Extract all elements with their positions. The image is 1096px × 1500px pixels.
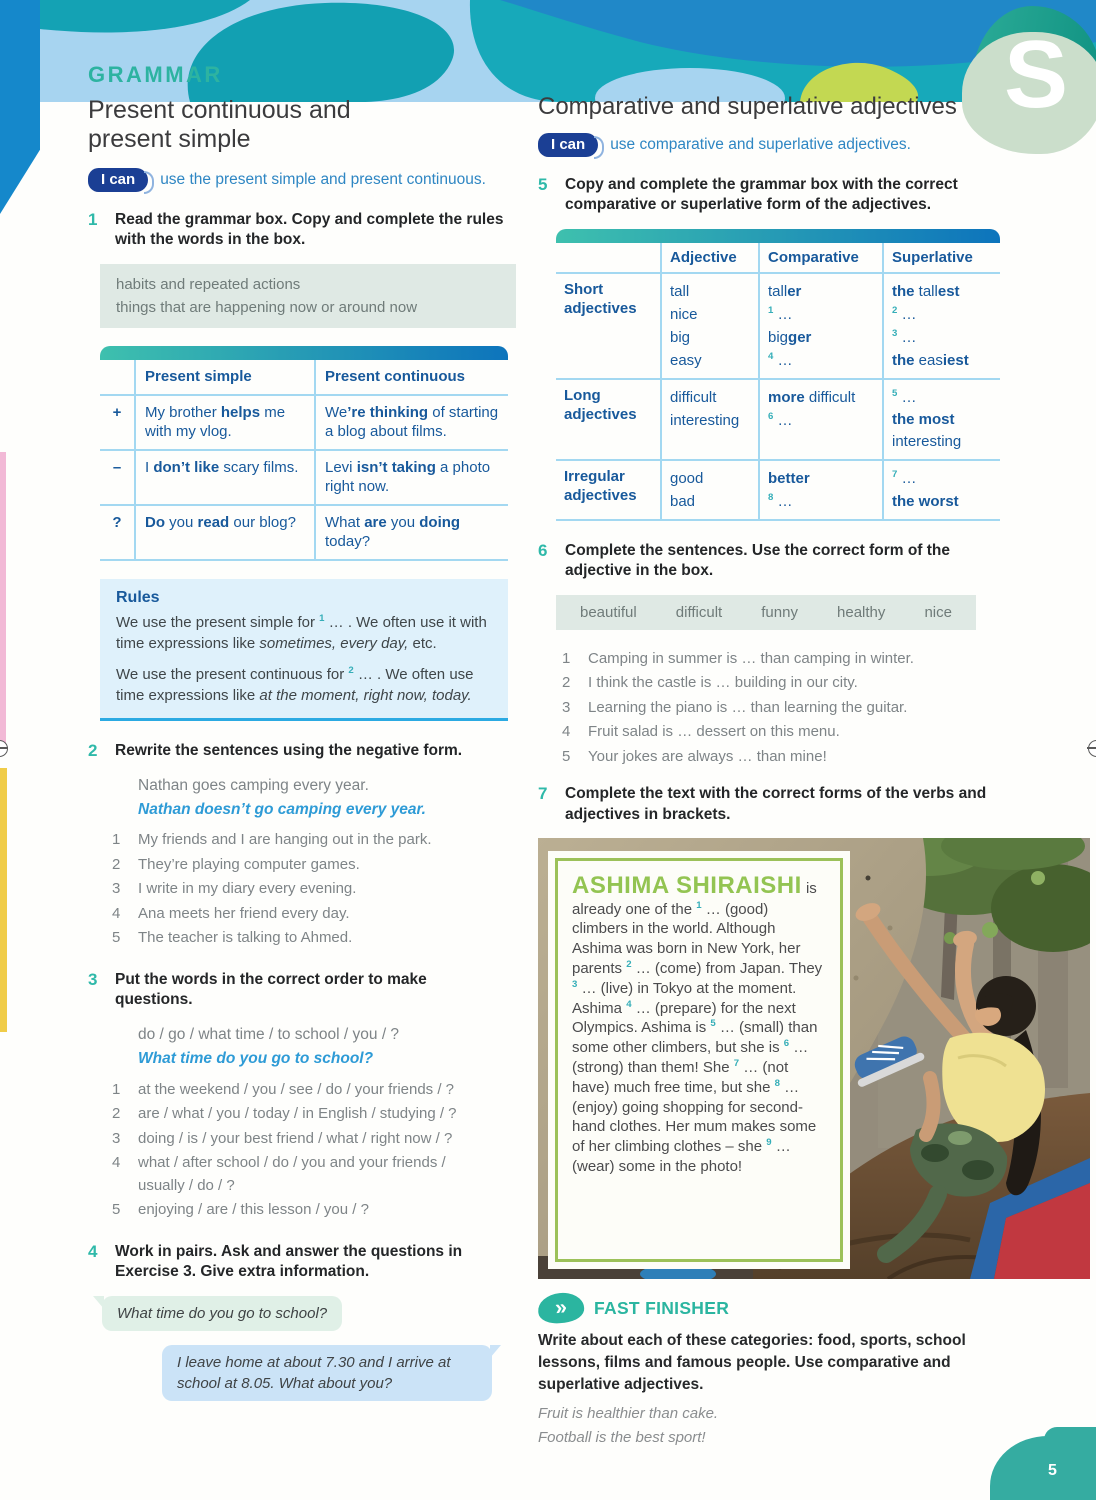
exercise-title: Complete the sentences. Use the correct form of the adjective in the box. xyxy=(565,541,951,580)
example-answer: What time do you go to school? xyxy=(138,1050,374,1068)
ican-row-left xyxy=(88,168,512,192)
superlative-gap: $^5$ … xyxy=(892,387,917,406)
word-box-line: things that are happening now or around now xyxy=(116,299,418,317)
adjective: tall xyxy=(670,282,690,300)
adjective: interesting xyxy=(670,411,740,429)
exercise-2-items xyxy=(88,829,470,950)
word-option: funny xyxy=(761,603,798,621)
row-sign: + xyxy=(100,394,136,449)
column-header: Adjective xyxy=(660,243,758,274)
exercise-number: 7 xyxy=(538,784,548,804)
word-option: beautiful xyxy=(580,603,637,621)
ican-badge: I can xyxy=(88,168,148,192)
table-cell: What are you doing today? xyxy=(316,504,508,561)
word-option: nice xyxy=(924,603,952,621)
exercise-number: 6 xyxy=(538,540,548,560)
table-cell xyxy=(758,274,882,378)
ican-row-right xyxy=(538,133,1000,157)
registration-mark-right xyxy=(1088,740,1096,757)
list-item: I think the castle is … building in our city. xyxy=(588,674,858,692)
word-box-ex1 xyxy=(100,264,516,329)
comparative-gap: $^1$ … xyxy=(768,304,793,323)
registration-mark-left xyxy=(0,740,8,757)
adjective: difficult xyxy=(670,388,717,406)
exercise-title: Work in pairs. Ask and answer the questions in Exercise 3. Give extra information. xyxy=(115,1242,463,1281)
comparative-form: more difficult xyxy=(768,388,856,406)
table-corner xyxy=(556,243,660,274)
table-cell: Levi isn’t taking a photo right now. xyxy=(316,449,508,504)
reading-text-card xyxy=(555,858,843,1262)
speech-bubble-answer: I leave home at about 7.30 and I arrive at school at 8.05. What about you? xyxy=(162,1345,492,1401)
word-box-line: habits and repeated actions xyxy=(116,275,301,293)
superlative-form: the tallest xyxy=(892,282,960,300)
table-cell xyxy=(882,459,1000,521)
exercise-number: 5 xyxy=(538,174,548,194)
page-number-badge xyxy=(990,1436,1096,1500)
table-cell xyxy=(758,378,882,459)
column-header: Present continuous xyxy=(325,368,466,386)
exercise-7-heading xyxy=(538,784,1000,825)
left-title: Present continuous and present simple xyxy=(88,96,351,153)
exercise-3-heading xyxy=(88,970,512,1011)
adjectives-table xyxy=(556,243,1000,521)
table-cell xyxy=(660,378,758,459)
row-sign: ? xyxy=(100,504,136,561)
superlative-form: the worst xyxy=(892,492,959,510)
double-chevron-icon: » xyxy=(537,1291,586,1326)
rules-box xyxy=(100,579,508,721)
column-header: Comparative xyxy=(758,243,882,274)
list-item: The teacher is talking to Ahmed. xyxy=(138,929,353,947)
adjective: nice xyxy=(670,305,698,323)
list-item: I write in my diary every evening. xyxy=(138,880,357,898)
list-item: Your jokes are always … than mine! xyxy=(588,747,827,765)
exercise-6-heading xyxy=(538,541,1000,582)
page-edge-strip-blue xyxy=(0,0,40,214)
column-header: Present simple xyxy=(136,360,316,394)
adjective: big xyxy=(670,328,691,346)
rule-paragraph: We use the present simple for $^1$ … . We often use it with time expressions like sometimes, every day, etc. xyxy=(116,612,487,653)
exercise-title: Read the grammar box. Copy and complete the rules with the words in the box. xyxy=(115,211,504,249)
list-item: are / what / you / today / in English / studying / ? xyxy=(138,1105,457,1123)
list-item: Ana meets her friend every day. xyxy=(138,904,350,922)
row-label: Short adjectives xyxy=(564,280,637,318)
list-item: Camping in summer is … than camping in winter. xyxy=(588,649,914,667)
exercise-title: Complete the text with the correct forms of the verbs and adjectives in brackets. xyxy=(565,785,987,823)
ican-text: use the present simple and present continuous. xyxy=(160,171,486,188)
example-prompt: Nathan goes camping every year. xyxy=(138,776,369,794)
list-item: Learning the piano is … than learning the guitar. xyxy=(588,698,908,716)
exercise-2-heading xyxy=(88,741,512,761)
grammar-box-present xyxy=(100,346,508,561)
exercise-number: 4 xyxy=(88,1241,98,1261)
page-edge-strip-yellow xyxy=(0,768,7,1032)
table-cell: Do you read our blog? xyxy=(136,504,316,561)
table-cell xyxy=(882,378,1000,459)
exercise-number: 2 xyxy=(88,741,98,761)
exercise-1-heading xyxy=(88,210,512,251)
unit-letter: S xyxy=(1003,21,1069,128)
rule-paragraph: We use the present continuous for $^2$ … . We often use time expressions like at the moment, right now, today. xyxy=(116,664,474,704)
section-label: GRAMMAR xyxy=(88,62,223,87)
rules-title: Rules xyxy=(116,588,160,606)
left-column xyxy=(88,62,512,1401)
fast-finisher-example: Football is the best sport! xyxy=(538,1428,706,1446)
list-item: They’re playing computer games. xyxy=(138,855,360,873)
list-item: My friends and I are hanging out in the park. xyxy=(138,831,432,849)
row-sign: – xyxy=(100,449,136,504)
comparative-form: bigger xyxy=(768,328,812,346)
comparative-gap: $^8$ … xyxy=(768,491,793,510)
fast-finisher-title: FAST FINISHER xyxy=(594,1297,730,1318)
fast-finisher-header xyxy=(538,1293,1000,1323)
row-label: Irregular adjectives xyxy=(556,459,660,521)
grammar-box-gradient-bar xyxy=(556,229,1000,243)
grammar-box-gradient-bar xyxy=(100,346,508,360)
example-answer: Nathan doesn’t go camping every year. xyxy=(138,801,426,819)
exercise-3-items xyxy=(88,1079,470,1222)
comparative-gap: $^4$ … xyxy=(768,350,793,369)
word-option: difficult xyxy=(675,603,723,621)
exercise-title: Copy and complete the grammar box with the correct comparative or superlative form of the adjectives. xyxy=(565,175,958,214)
climbing-photo xyxy=(538,838,1090,1279)
fast-finisher-example: Fruit is healthier than cake. xyxy=(538,1405,719,1423)
adjective: good xyxy=(670,469,704,487)
list-item: Fruit salad is … dessert on this menu. xyxy=(588,723,840,741)
table-cell: We’re thinking of starting a blog about films. xyxy=(316,394,508,449)
right-title: Comparative and superlative adjectives xyxy=(538,93,957,120)
table-cell xyxy=(882,274,1000,378)
table-cell xyxy=(660,274,758,378)
reading-title: ASHIMA SHIRAISHI xyxy=(572,872,802,900)
comparative-gap: $^6$ … xyxy=(768,410,793,429)
table-cell: I don’t like scary films. xyxy=(136,449,316,504)
comparative-form: better xyxy=(768,469,810,487)
row-label: Long adjectives xyxy=(556,378,660,459)
speech-bubble-question: What time do you go to school? xyxy=(102,1296,342,1331)
list-item: enjoying / are / this lesson / you / ? xyxy=(138,1201,369,1219)
table-cell xyxy=(660,459,758,521)
fast-finisher-text: Write about each of these categories: food, sports, school lessons, films and famous people. Use comparative and superlative adjectives. xyxy=(538,1332,966,1394)
superlative-gap: $^2$ … xyxy=(892,304,917,323)
exercise-5-heading xyxy=(538,175,1000,216)
page-number: 5 xyxy=(1048,1462,1057,1479)
superlative-gap: $^7$ … xyxy=(892,468,917,487)
table-cell: My brother helps me with my vlog. xyxy=(136,394,316,449)
ican-badge: I can xyxy=(538,133,598,157)
word-box-ex6 xyxy=(556,595,976,630)
exercise-number: 3 xyxy=(88,969,98,989)
ican-text: use comparative and superlative adjectives. xyxy=(610,135,911,153)
exercise-6-items xyxy=(538,648,1000,769)
word-option: healthy xyxy=(837,603,886,621)
list-item: at the weekend / you / see / do / your friends / ? xyxy=(138,1080,455,1098)
exercise-4-heading xyxy=(88,1242,512,1283)
page-edge-strip-pink xyxy=(0,452,6,748)
unit-letter-badge xyxy=(972,6,1096,146)
superlative-gap: $^3$ … xyxy=(892,327,917,346)
right-column xyxy=(538,93,1000,1449)
table-cell xyxy=(758,459,882,521)
adjective: bad xyxy=(670,492,696,510)
table-corner xyxy=(100,360,136,394)
example-prompt: do / go / what time / to school / you / ? xyxy=(138,1025,400,1043)
comparative-form: taller xyxy=(768,282,802,300)
column-header: Superlative xyxy=(882,243,1000,274)
superlative-form: the most interesting xyxy=(892,410,962,450)
exercise-number: 1 xyxy=(88,210,98,229)
reading-text xyxy=(572,873,826,1177)
grammar-box-adjectives xyxy=(556,229,1000,521)
reading-body: is already one of the $^1$ … (good) climbers in the world. Although Ashima was born in New York, her parents $^2$ … (come) from Japan. They $^3$ … (live) in Tokyo at the moment. Ashima $^4$ … (prepare) for the next Olympics. Ashima is $^5$ … (small) than some other climbers, but she is $^6$ … (strong) than them! She $^7$ … (not have) much free time, but she $^8$ … (enjoy) going shopping for second-hand clothes. Her mum makes some of her climbing clothes – she $^9$ … (wear) some in the photo! xyxy=(572,880,823,1176)
exercise-title: Put the words in the correct order to make questions. xyxy=(115,970,427,1009)
grammar-table xyxy=(100,360,508,561)
exercise-title: Rewrite the sentences using the negative form. xyxy=(115,742,463,760)
adjective: easy xyxy=(670,351,702,369)
list-item: doing / is / your best friend / what / right now / ? xyxy=(138,1129,453,1147)
list-item: what / after school / do / you and your friends / usually / do / ? xyxy=(138,1154,446,1194)
superlative-form: the easiest xyxy=(892,351,969,369)
